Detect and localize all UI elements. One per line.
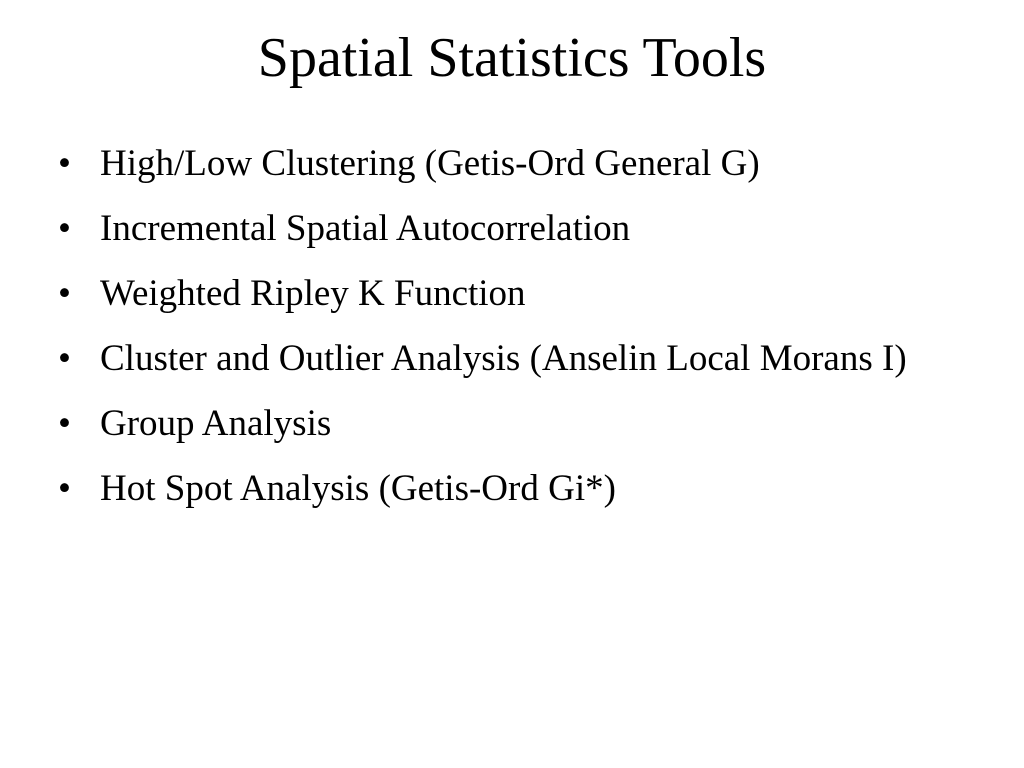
bullet-item (58, 398, 938, 449)
bullet-item (58, 268, 938, 319)
bullet-marker: • (58, 468, 71, 509)
bullet-marker: • (58, 338, 71, 379)
bullet-marker: • (58, 143, 71, 184)
bullet-list (58, 138, 938, 528)
bullet-text: Weighted Ripley K Function (100, 273, 526, 314)
bullet-item (58, 333, 938, 384)
slide-title: Spatial Statistics Tools (257, 27, 767, 89)
bullet-item (58, 203, 938, 254)
bullet-text: Cluster and Outlier Analysis (Anselin Local Morans I) (100, 338, 907, 379)
bullet-item (58, 463, 938, 514)
bullet-item (58, 138, 938, 189)
bullet-marker: • (58, 403, 71, 444)
bullet-marker: • (58, 208, 71, 249)
bullet-text: High/Low Clustering (Getis-Ord General G) (100, 143, 760, 184)
bullet-text: Incremental Spatial Autocorrelation (100, 208, 631, 249)
bullet-text: Group Analysis (100, 403, 332, 444)
bullet-text: Hot Spot Analysis (Getis-Ord Gi*) (100, 468, 616, 509)
bullet-marker: • (58, 273, 71, 314)
